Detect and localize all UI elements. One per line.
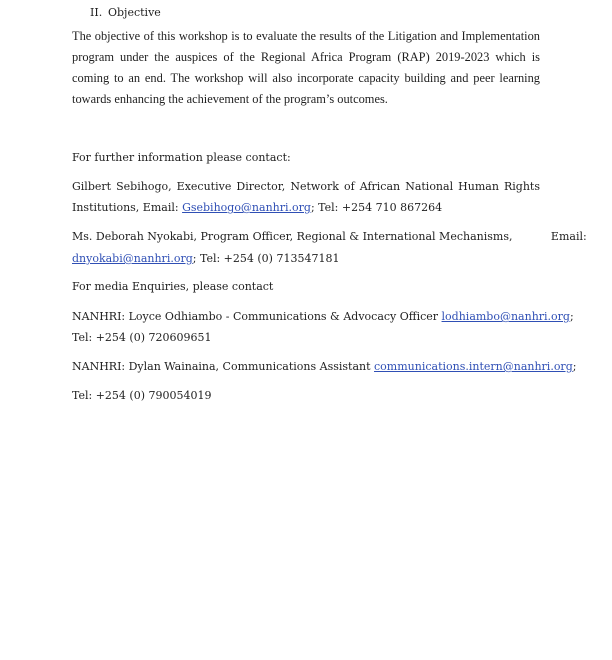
contact-2-line-1: Ms. Deborah Nyokabi, Program Officer, Regional & International Mechanisms, Email:: [72, 230, 587, 243]
contact-intro: For further information please contact:: [72, 151, 291, 164]
section-number: II.: [90, 6, 103, 19]
media-1-line-1: [72, 306, 574, 327]
media-1-prefix: NANHRI: Loyce Odhiambo - Communications & Advocacy Officer: [72, 310, 442, 323]
contact-1-email-link[interactable]: Gsebihogo@nanhri.org: [182, 201, 311, 214]
section-heading: [90, 6, 161, 20]
contact-1-suffix: ; Tel: +254 710 867264: [310, 201, 443, 214]
media-2-suffix: ;: [572, 360, 577, 373]
contact-1-line-2: [72, 197, 540, 218]
media-2-line-1: [72, 356, 577, 377]
media-intro: For media Enquiries, please contact: [72, 280, 274, 293]
contact-1-line-1: Gilbert Sebihogo, Executive Director, Network of African National Human Rights: [72, 180, 540, 193]
section-title: Objective: [108, 6, 161, 19]
media-1-email-link[interactable]: lodhiambo@nanhri.org: [441, 310, 570, 323]
media-2-line-2: Tel: +254 (0) 790054019: [72, 389, 212, 402]
media-1-suffix: ;: [569, 310, 574, 323]
media-2-prefix: NANHRI: Dylan Wainaina, Communications Assistant: [72, 360, 375, 373]
contact-2-suffix: ; Tel: +254 (0) 713547181: [192, 252, 340, 265]
contact-2-line-2: [72, 248, 540, 269]
media-2-email-link[interactable]: communications.intern@nanhri.org: [374, 360, 573, 373]
contact-1-prefix: Institutions, Email:: [72, 201, 183, 214]
contact-2-email-link[interactable]: dnyokabi@nanhri.org: [72, 252, 193, 265]
media-1-line-2: Tel: +254 (0) 720609651: [72, 331, 212, 344]
objective-paragraph: The objective of this workshop is to evaluate the results of the Litigation and Implementation program under the auspices of the Regional Africa Program (RAP) 2019-2023 which is coming to an end. The workshop will also incorporate capacity building and peer learning towards enhancing the achievement of the program’s outcomes.: [72, 29, 540, 106]
